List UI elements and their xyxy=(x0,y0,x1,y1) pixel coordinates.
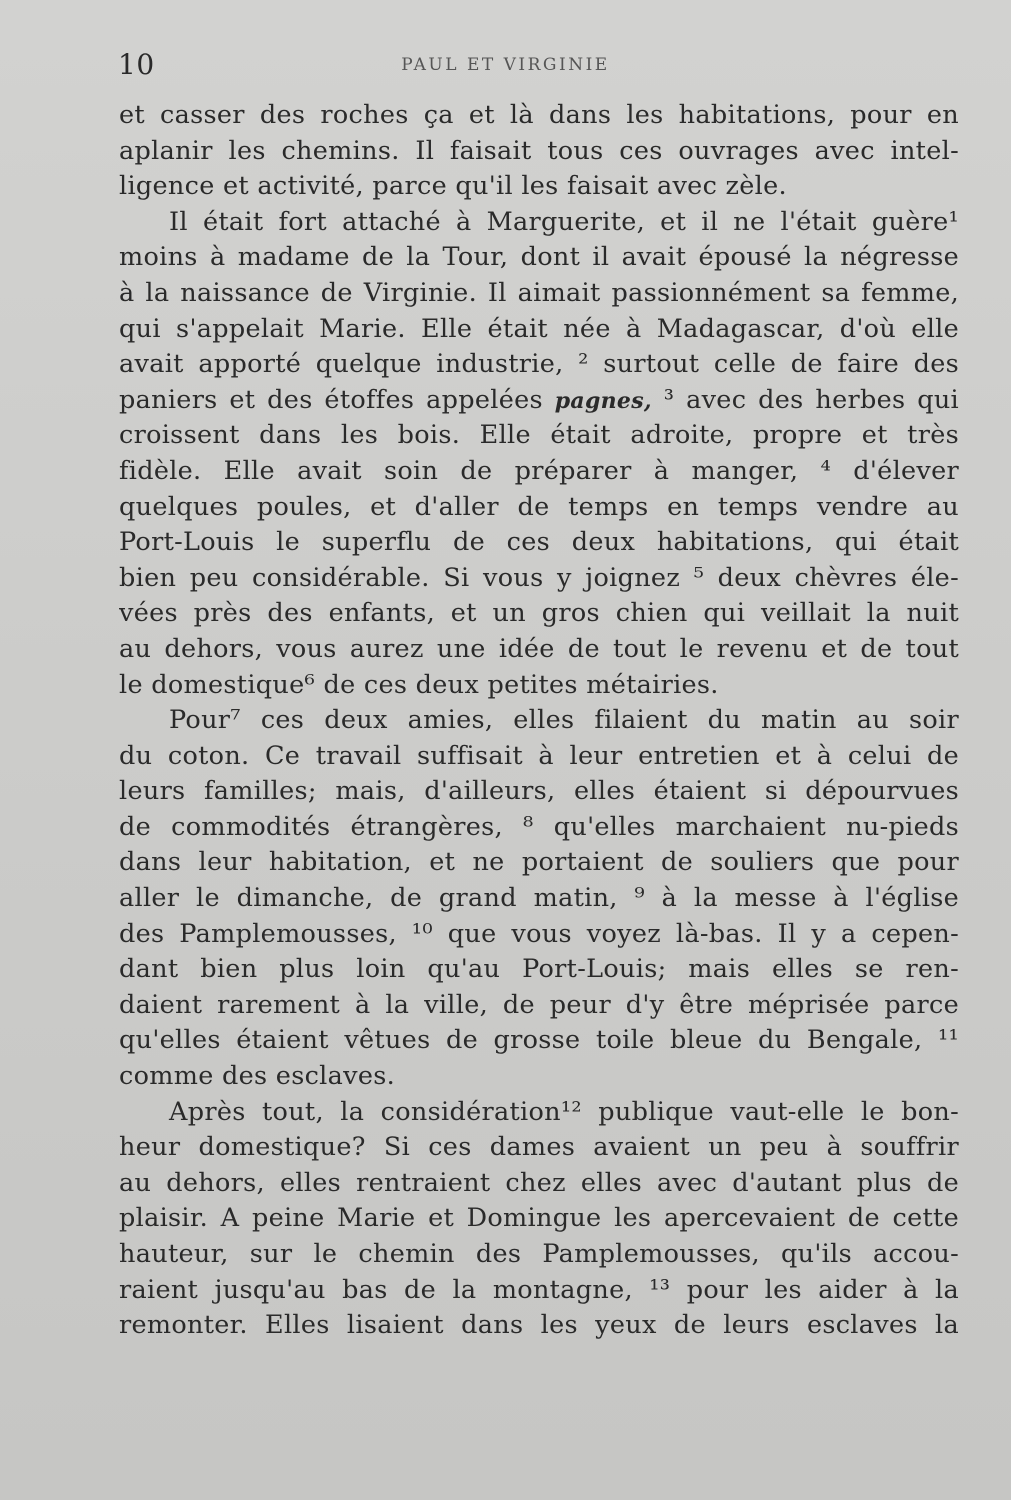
text-line: comme des esclaves. xyxy=(119,1061,396,1092)
text-line: ligence et activité, parce qu'il les faisait avec zèle. xyxy=(119,171,787,202)
text-line: remonter. Elles lisaient dans les yeux de leurs esclaves la xyxy=(119,1310,959,1341)
text-line: le domestique⁶ de ces deux petites métairies. xyxy=(119,669,719,700)
text-line: paniers et des étoffes appelées pagnes, ³ avec des herbes qui xyxy=(119,384,959,415)
text-line: Après tout, la considération¹² publique vaut-elle le bon- xyxy=(169,1096,959,1127)
text-line: quelques poules, et d'aller de temps en temps vendre au xyxy=(119,491,959,522)
text-line: vées près des enfants, et un gros chien qui veillait la nuit xyxy=(119,598,959,629)
text-line: du coton. Ce travail suffisait à leur entretien et à celui de xyxy=(119,740,959,771)
page-number: 10 xyxy=(118,48,155,81)
body-text xyxy=(119,98,959,1344)
running-title: PAUL ET VIRGINIE xyxy=(401,55,610,75)
text-line: moins à madame de la Tour, dont il avait épousé la négresse xyxy=(119,242,959,273)
text-line: de commodités étrangères, ⁸ qu'elles marchaient nu-pieds xyxy=(119,811,959,842)
text-line: hauteur, sur le chemin des Pamplemousses, qu'ils accou- xyxy=(119,1239,959,1269)
text-line: aller le dimanche, de grand matin, ⁹ à la messe à l'église xyxy=(119,883,959,914)
text-line: aplanir les chemins. Il faisait tous ces ouvrages avec intel- xyxy=(119,135,959,166)
text-line: Il était fort attaché à Marguerite, et il ne l'était guère¹ xyxy=(169,206,959,237)
text-line: et casser des roches ça et là dans les habitations, pour en xyxy=(119,100,959,130)
text-line: heur domestique? Si ces dames avaient un peu à souffrir xyxy=(119,1132,959,1163)
text-line: raient jusqu'au bas de la montagne, ¹³ pour les aider à la xyxy=(119,1274,959,1305)
text-line: des Pamplemousses, ¹⁰ que vous voyez là-bas. Il y a cepen- xyxy=(119,918,959,949)
text-line: croissent dans les bois. Elle était adroite, propre et très xyxy=(119,420,959,451)
text-line: plaisir. A peine Marie et Domingue les apercevaient de cette xyxy=(119,1203,959,1234)
text-line: dans leur habitation, et ne portaient de souliers que pour xyxy=(119,847,959,878)
text-line: daient rarement à la ville, de peur d'y être méprisée parce xyxy=(119,989,959,1020)
text-line: avait apporté quelque industrie, ² surtout celle de faire des xyxy=(119,349,959,380)
text-line: au dehors, elles rentraient chez elles avec d'autant plus de xyxy=(119,1167,959,1198)
text-line: Port-Louis le superflu de ces deux habitations, qui était xyxy=(119,527,959,558)
text-line: bien peu considérable. Si vous y joignez ⁵ deux chèvres éle- xyxy=(119,562,959,593)
text-line: qui s'appelait Marie. Elle était née à Madagascar, d'où elle xyxy=(119,313,959,344)
text-line: dant bien plus loin qu'au Port-Louis; mais elles se ren- xyxy=(119,954,959,985)
text-line: au dehors, vous aurez une idée de tout le revenu et de tout xyxy=(119,633,959,664)
text-line: leurs familles; mais, d'ailleurs, elles étaient si dépourvues xyxy=(119,776,959,807)
text-line: fidèle. Elle avait soin de préparer à manger, ⁴ d'élever xyxy=(119,455,959,486)
text-line: qu'elles étaient vêtues de grosse toile bleue du Bengale, ¹¹ xyxy=(119,1025,959,1056)
text-line: à la naissance de Virginie. Il aimait passionnément sa femme, xyxy=(119,277,959,308)
text-line: Pour⁷ ces deux amies, elles filaient du matin au soir xyxy=(169,705,959,736)
